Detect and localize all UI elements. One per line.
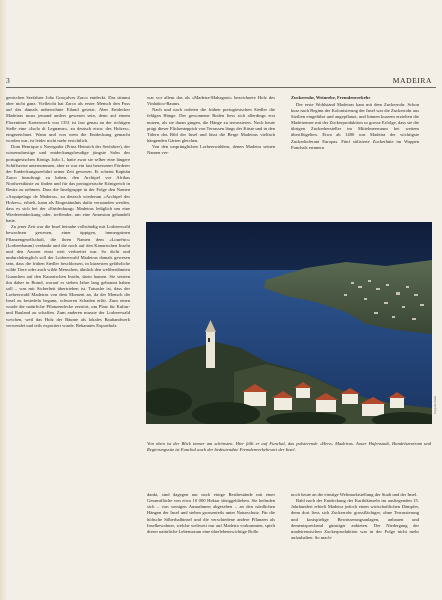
photo-credit: Fotografie Bühler <box>434 395 437 414</box>
paragraph: Dom Henrique o Navegador (Prinz Heinrich der Seefahrer), der wissensdurstige und entdeckungsfreudige jüngste Sohn des portugiesischen Königs João I., hatte zwar sie selber eine längere Schiffsreise unternommen, aber er war ein fast besessener Förderer der Entdeckungsseefahrt seiner Zeit gewesen. Er scheint Kapitän Zarco beauftragt zu haben, den Archipel vor Afrikas Nordwestküste zu finden und für das portugiesische Königreich in Besitz zu nehmen. Dass die Inselgruppe in der Folge den Namen «Arquipelago de Madeira», zu deutsch wiederum «Archipel des Holzes», erhielt, kann als Eingeständnis dafür verstanden werden, dass es sich bei der «Entdeckung» Madeiras lediglich um eine Wiederentdeckung oder, treffender, um eine Annexion gehandelt hatte. <box>6 144 130 224</box>
paragraph: war vor allem das als «Madeira-Mahagoni» bezeichnete Holz des Vinhático-Baums. <box>147 95 275 107</box>
section-heading: Zuckerrohr, Weinrebe, Fremdenverkehr <box>291 95 371 100</box>
column-right-bottom <box>291 492 419 541</box>
column-right-top <box>291 95 419 151</box>
page-number: 3 <box>6 76 10 85</box>
column-middle-top <box>147 95 275 157</box>
photo-caption: Von oben ist der Blick immer am schönsten. Hier fällt er auf Funchal, das pulsierende «Herz» Madeiras. Auser Hafenstadt, Handelszentrum und Regierungssitz ist Funchal auch der bedeutendste Fremdenverkehrsort der Insel. <box>147 441 431 453</box>
paragraph: Bald nach der Entdeckung der Karibikinseln im ausliegenden 15. Jahrhundert erhielt Madeira jedoch einen wirtschaftlichen Dämpfer, denn dort liess sich Zuckerrohr grossflächiger, ohne Terrassierung und kostspielige Bewässerungsanlagen, anbauen und dementsprechend günstiger anbieten. Der Niedergang der madeirensischen Zuckerproduktion war in der Folge nicht mehr aufzuhalten. So mach- <box>291 498 419 541</box>
column-left <box>6 95 130 329</box>
paragraph: Zu jener Zeit war die Insel beinahe vollständig mit Lorbeerwald bewachsen gewesen, einer üppigen, immergrünen Pflanzengesellschaft, die ihren Namen dem «Louréiro» (Lorbeerbaum) verdankt und die noch auf den Kanarischen Inseln und den Azoren einst weit verbreitet war. So dicht und undurchdringlich soll der Lorbeerwald Madeiras damals gewesen sein, dass die frühen Siedler beschlossen, in kürzesten gefährliche wilde Tiere oder auch wilde Menschen, ähnlich den weltberühmten Guanchen auf den Kanarischen Inseln, darin hausen. Sie setzten ihn daher in Brand, worauf er sieben Jahre lang gebrannt haben soll – was mit Sicherheit übertrieben ist. Tatsache ist, dass der Lorbeerwald Madeiras von dem Moment an, da der Mensch die Insel zu besiedeln begann, schweren Schaden erlitt. Zum einen wurde die natürliche Pflanzendecke zerstört, um Platz für Kultur- und Bauland zu schaffen. Zum anderen musste der Lorbeerwald weichen, weil das Holz der Bäume als lokales Bauhandwerk verwendet und teils exportiert wurde. Bekanntes Exportholz <box>6 224 130 328</box>
running-head: MADEIRA <box>392 76 432 85</box>
column-middle-bottom <box>147 492 275 535</box>
paragraph: dankt, sind dagegen nur noch einige Restbestände mit einer Gesamtfläche von etwa 10 000 Hektar übriggeblieben. Sie befinden sich – von wenigen Ausnahmen abgesehen – an den nördlichen Hängen der Insel und stehen grossenteils unter Naturschutz. Für die höhsche Silberhalbinsel und die verschiedene andere Pflanzen als Inselbewohner, welche weltweit nur auf Madeira vorkommen, spielt dieser natürliche Lebensraum eine überlebenswichtige Rolle. <box>147 492 275 534</box>
paragraph: genischen Seefahrer João Gonçalves Zarco entdeckt. Das stimmt aber nicht ganz. Vielleicht hat Zarco als erster Mensch den Fuss auf das damals unbewohnte Eiland gesetzt. Aber Entdecker Madeiras muss jemand anders gewesen sein, denn auf einem Florentiner Kartenwerk von 1351 ist fast genau an der richtigen Stelle eine «Isola di Legname», zu deutsch etwa: des Holzes», eingezeichnet. Wann und von wem die Entdeckung gemacht worden war, ist leider nicht mehr ersichtlich. <box>6 95 130 144</box>
photo-funchal-bay <box>146 222 432 424</box>
paragraph: Der erste Wohlstand Madeiras kam mit dem Zuckerrohr. Schon kurz nach Beginn der Kolonisierung der Insel war die Zuckerrohr aus Sizilien eingeführt und angepflanzt, und binnen kurzem erzielten die Madeirenser mit der Zuckerproduktion so grosse Erfolge, dass sie die übrigen Zuckerhersteller im Mittelmeerraum bei weitem übertflügelten. Etwa ab 1480 war Madeira der wichtigste Zuckerlieferant Europas. Fünf stilisierte Zuckerhüte im Wappen Funchals erinnern <box>291 101 419 150</box>
paragraph: noch heute an die einstige Weltmarktstellung der Stadt und der Insel. <box>291 492 418 497</box>
paragraph: Nach und nach rodeten die frühen portugiesischen Siedler die fehlgen Hänge. Der gewonnene Boden liess sich allerdings erst nutzen, als sie daran gingen, die Hänge zu terrassieren. Noch heute prägt dieser Flickenteppich von Terrassen längs der Küste und in den Tälern das Bild der Insel und lässt die Berge Madeiras vielfach hängenden Gärten gleichen. <box>147 107 275 144</box>
page-header <box>6 76 438 87</box>
header-rule <box>6 87 436 88</box>
photo-illustration <box>146 222 432 424</box>
paragraph: Von den ursprünglichen Lorbeerwäldern, denen Madeira seinen Namen ver- <box>147 144 275 156</box>
